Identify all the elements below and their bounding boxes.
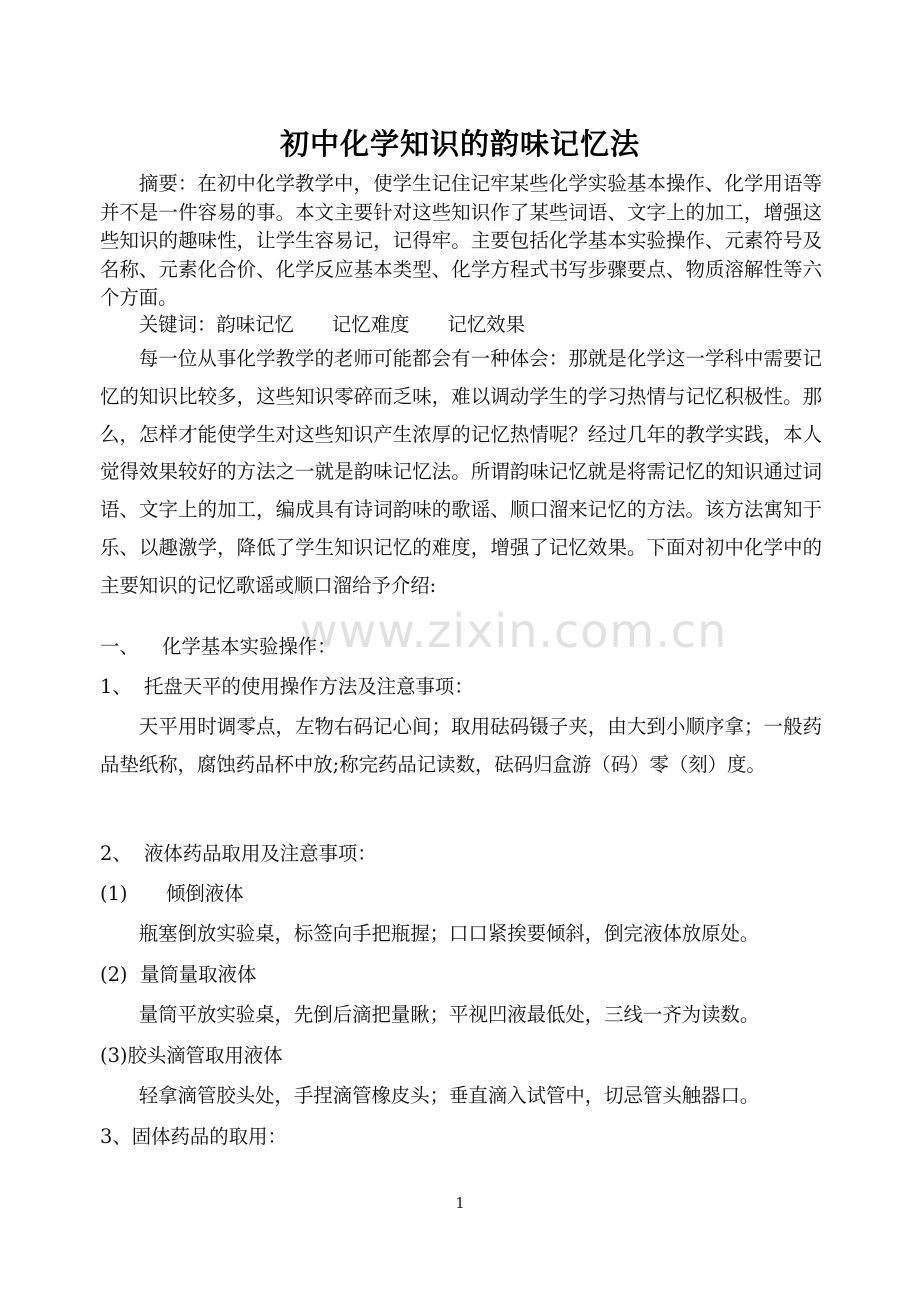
sub-1-heading xyxy=(100,875,822,913)
keywords-label: 关键词： xyxy=(138,313,217,336)
section-1-title: 化学基本实验操作： xyxy=(162,635,337,658)
item-1-heading xyxy=(100,668,822,706)
keyword-3: 记忆效果 xyxy=(447,313,526,336)
sub-3-body: 轻拿滴管胶头处，手捏滴管橡皮头；垂直滴入试管中，切忌管头触器口。 xyxy=(138,1084,760,1107)
item-1-number: 1、 xyxy=(100,675,132,698)
item-1-body: 天平用时调零点，左物右码记心间；取用砝码镊子夹，由大到小顺序拿；一般药品垫纸称，腐蚀药品杯中放;称完药品记读数，砝码归盒游（码）零（刻）度。 xyxy=(100,715,822,776)
section-1-heading xyxy=(100,628,822,666)
sub-3-number: (3) xyxy=(100,1044,128,1067)
keyword-1: 韵味记忆 xyxy=(216,313,294,336)
sub-1-title: 倾倒液体 xyxy=(166,882,244,905)
sub-3-heading xyxy=(100,1037,822,1075)
document-title: 初中化学知识的韵味记忆法 xyxy=(279,127,640,161)
item-3-title: 固体药品的取用： xyxy=(131,1125,287,1148)
item-2-number: 2、 xyxy=(100,842,132,865)
sub-1-body: 瓶塞倒放实验桌，标签向手把瓶握；口口紧挨要倾斜，倒完液体放原处。 xyxy=(138,922,760,945)
keyword-2: 记忆难度 xyxy=(331,313,410,336)
sub-2-body: 量筒平放实验桌，先倒后滴把量瞅；平视凹液最低处，三线一齐为读数。 xyxy=(138,1003,760,1026)
keywords-line xyxy=(100,311,822,339)
abstract-paragraph: 摘要：在初中化学教学中，使学生记住记牢某些化学实验基本操作、化学用语等并不是一件容易的事。本文主要针对这些知识作了某些词语、文字上的加工，增强这些知识的趣味性，让学生容易记，记得牢。主要包括化学基本实验操作、元素符号及名称、元素化合价、化学反应基本类型、化学方程式书写步骤要点、物质溶解性等六个方面。 xyxy=(100,172,822,309)
watermark: www.zixin.com.cn xyxy=(300,604,728,658)
sub-2-title: 量筒量取液体 xyxy=(140,963,257,986)
intro-paragraph: 每一位从事化学教学的老师可能都会有一种体会：那就是化学这一学科中需要记忆的知识比较多，这些知识零碎而乏味，难以调动学生的学习热情与记忆积极性。那么，怎样才能使学生对这些知识产生浓厚的记忆热情呢？经过几年的教学实践，本人觉得效果较好的方法之一就是韵味记忆法。所谓韵味记忆就是将需记忆的知识通过词语、文字上的加工，编成具有诗词韵味的歌谣、顺口溜来记忆的方法。该方法寓知于乐、以趣激学，降低了学生知识记忆的难度，增强了记忆效果。下面对初中化学中的主要知识的记忆歌谣或顺口溜给予介绍: xyxy=(100,347,822,597)
item-3-number: 3、 xyxy=(100,1125,132,1148)
page-number: 1 xyxy=(455,1194,465,1212)
item-2-title: 液体药品取用及注意事项： xyxy=(144,842,377,865)
sub-3-title: 胶头滴管取用液体 xyxy=(127,1044,283,1067)
item-2-heading xyxy=(100,835,822,873)
sub-1-number: (1) xyxy=(100,882,128,905)
item-1-title: 托盘天平的使用操作方法及注意事项： xyxy=(144,675,474,698)
item-3-heading xyxy=(100,1118,822,1156)
section-1-number: 一、 xyxy=(100,635,139,658)
sub-2-number: (2) xyxy=(100,963,128,986)
sub-2-heading xyxy=(100,956,822,994)
